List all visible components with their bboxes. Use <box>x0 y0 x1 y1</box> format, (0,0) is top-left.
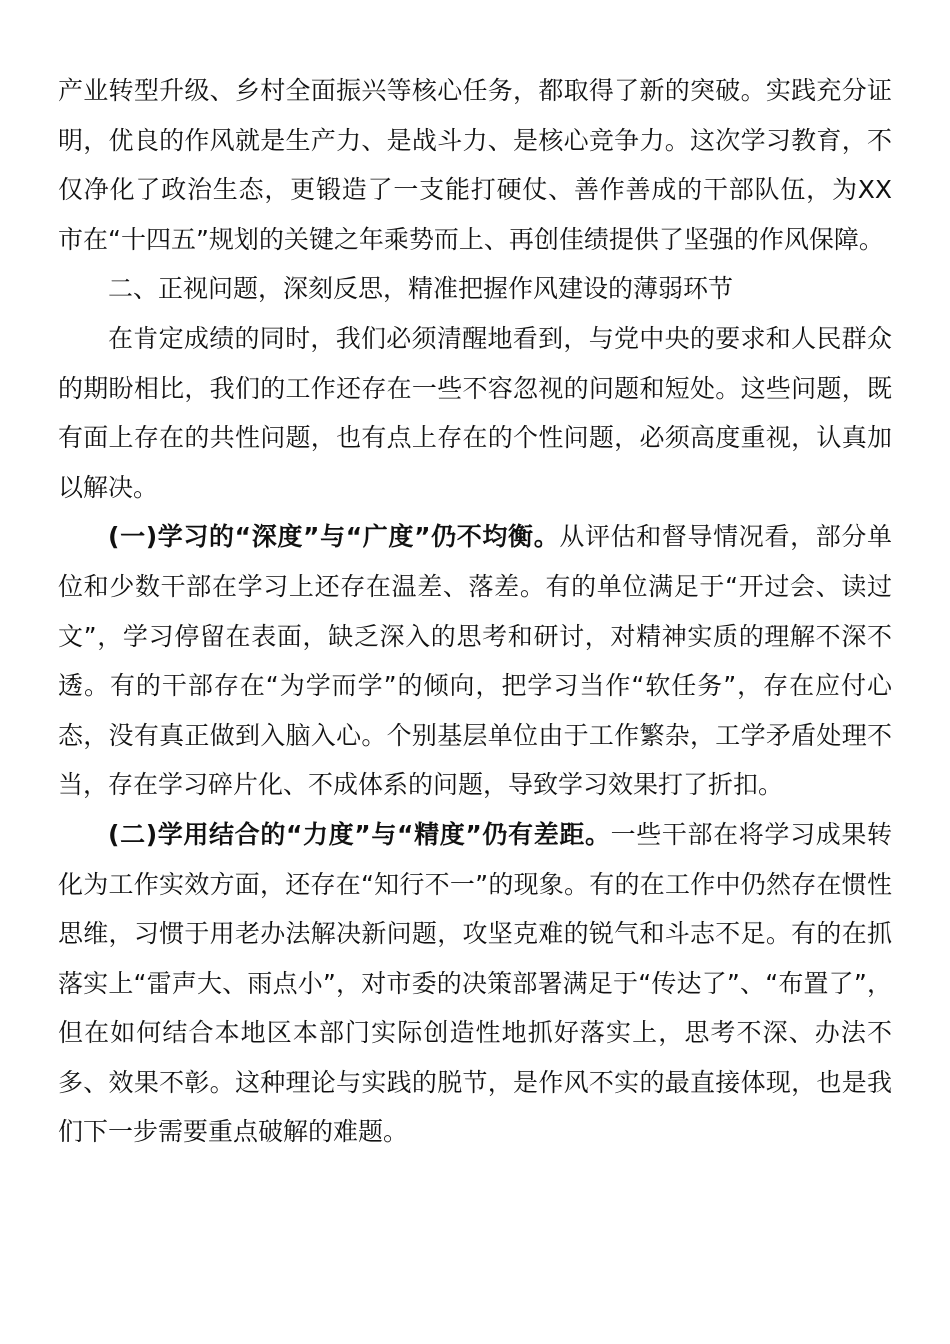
section-two-intro-paragraph: 在肯定成绩的同时，我们必须清醒地看到，与党中央的要求和人民群众的期盼相比，我们的工作还存在一些不容忽视的问题和短处。这些问题，既有面上存在的共性问题，也有点上存在的个性问题，必须高度重视，认真加以解决。 <box>58 323 892 502</box>
item-one-title: (一)学习的“深度”与“广度”仍不均衡。 <box>108 522 560 552</box>
item-two-paragraph <box>58 810 892 1157</box>
document-page <box>58 66 892 1157</box>
item-one-body: 从评估和督导情况看，部分单位和少数干部在学习上还存在温差、落差。有的单位满足于“开过会、读过文”，学习停留在表面，缺乏深入的思考和研讨，对精神实质的理解不深不透。有的干部存在“为学而学”的倾向，把学习当作“软任务”，存在应付心态，没有真正做到入脑入心。个别基层单位由于工作繁杂，工学矛盾处理不当，存在学习碎片化、不成体系的问题，导致学习效果打了折扣。 <box>58 522 892 800</box>
continuation-paragraph: 产业转型升级、乡村全面振兴等核心任务，都取得了新的突破。实践充分证明，优良的作风就是生产力、是战斗力、是核心竞争力。这次学习教育，不仅净化了政治生态，更锻造了一支能打硬仗、善作善成的干部队伍，为XX市在“十四五”规划的关键之年乘势而上、再创佳绩提供了坚强的作风保障。 <box>58 76 892 254</box>
item-two-title: (二)学用结合的“力度”与“精度”仍有差距。 <box>108 819 611 849</box>
item-two-body: 一些干部在将学习成果转化为工作实效方面，还存在“知行不一”的现象。有的在工作中仍然存在惯性思维，习惯于用老办法解决新问题，攻坚克难的锐气和斗志不足。有的在抓落实上“雷声大、雨点小”，对市委的决策部署满足于“传达了”、“布置了”，但在如何结合本地区本部门实际创造性地抓好落实上，思考不深、办法不多、效果不彰。这种理论与实践的脱节，是作风不实的最直接体现，也是我们下一步需要重点破解的难题。 <box>58 819 892 1147</box>
item-one-paragraph <box>58 512 892 810</box>
section-two-heading: 二、正视问题，深刻反思，精准把握作风建设的薄弱环节 <box>108 274 734 304</box>
